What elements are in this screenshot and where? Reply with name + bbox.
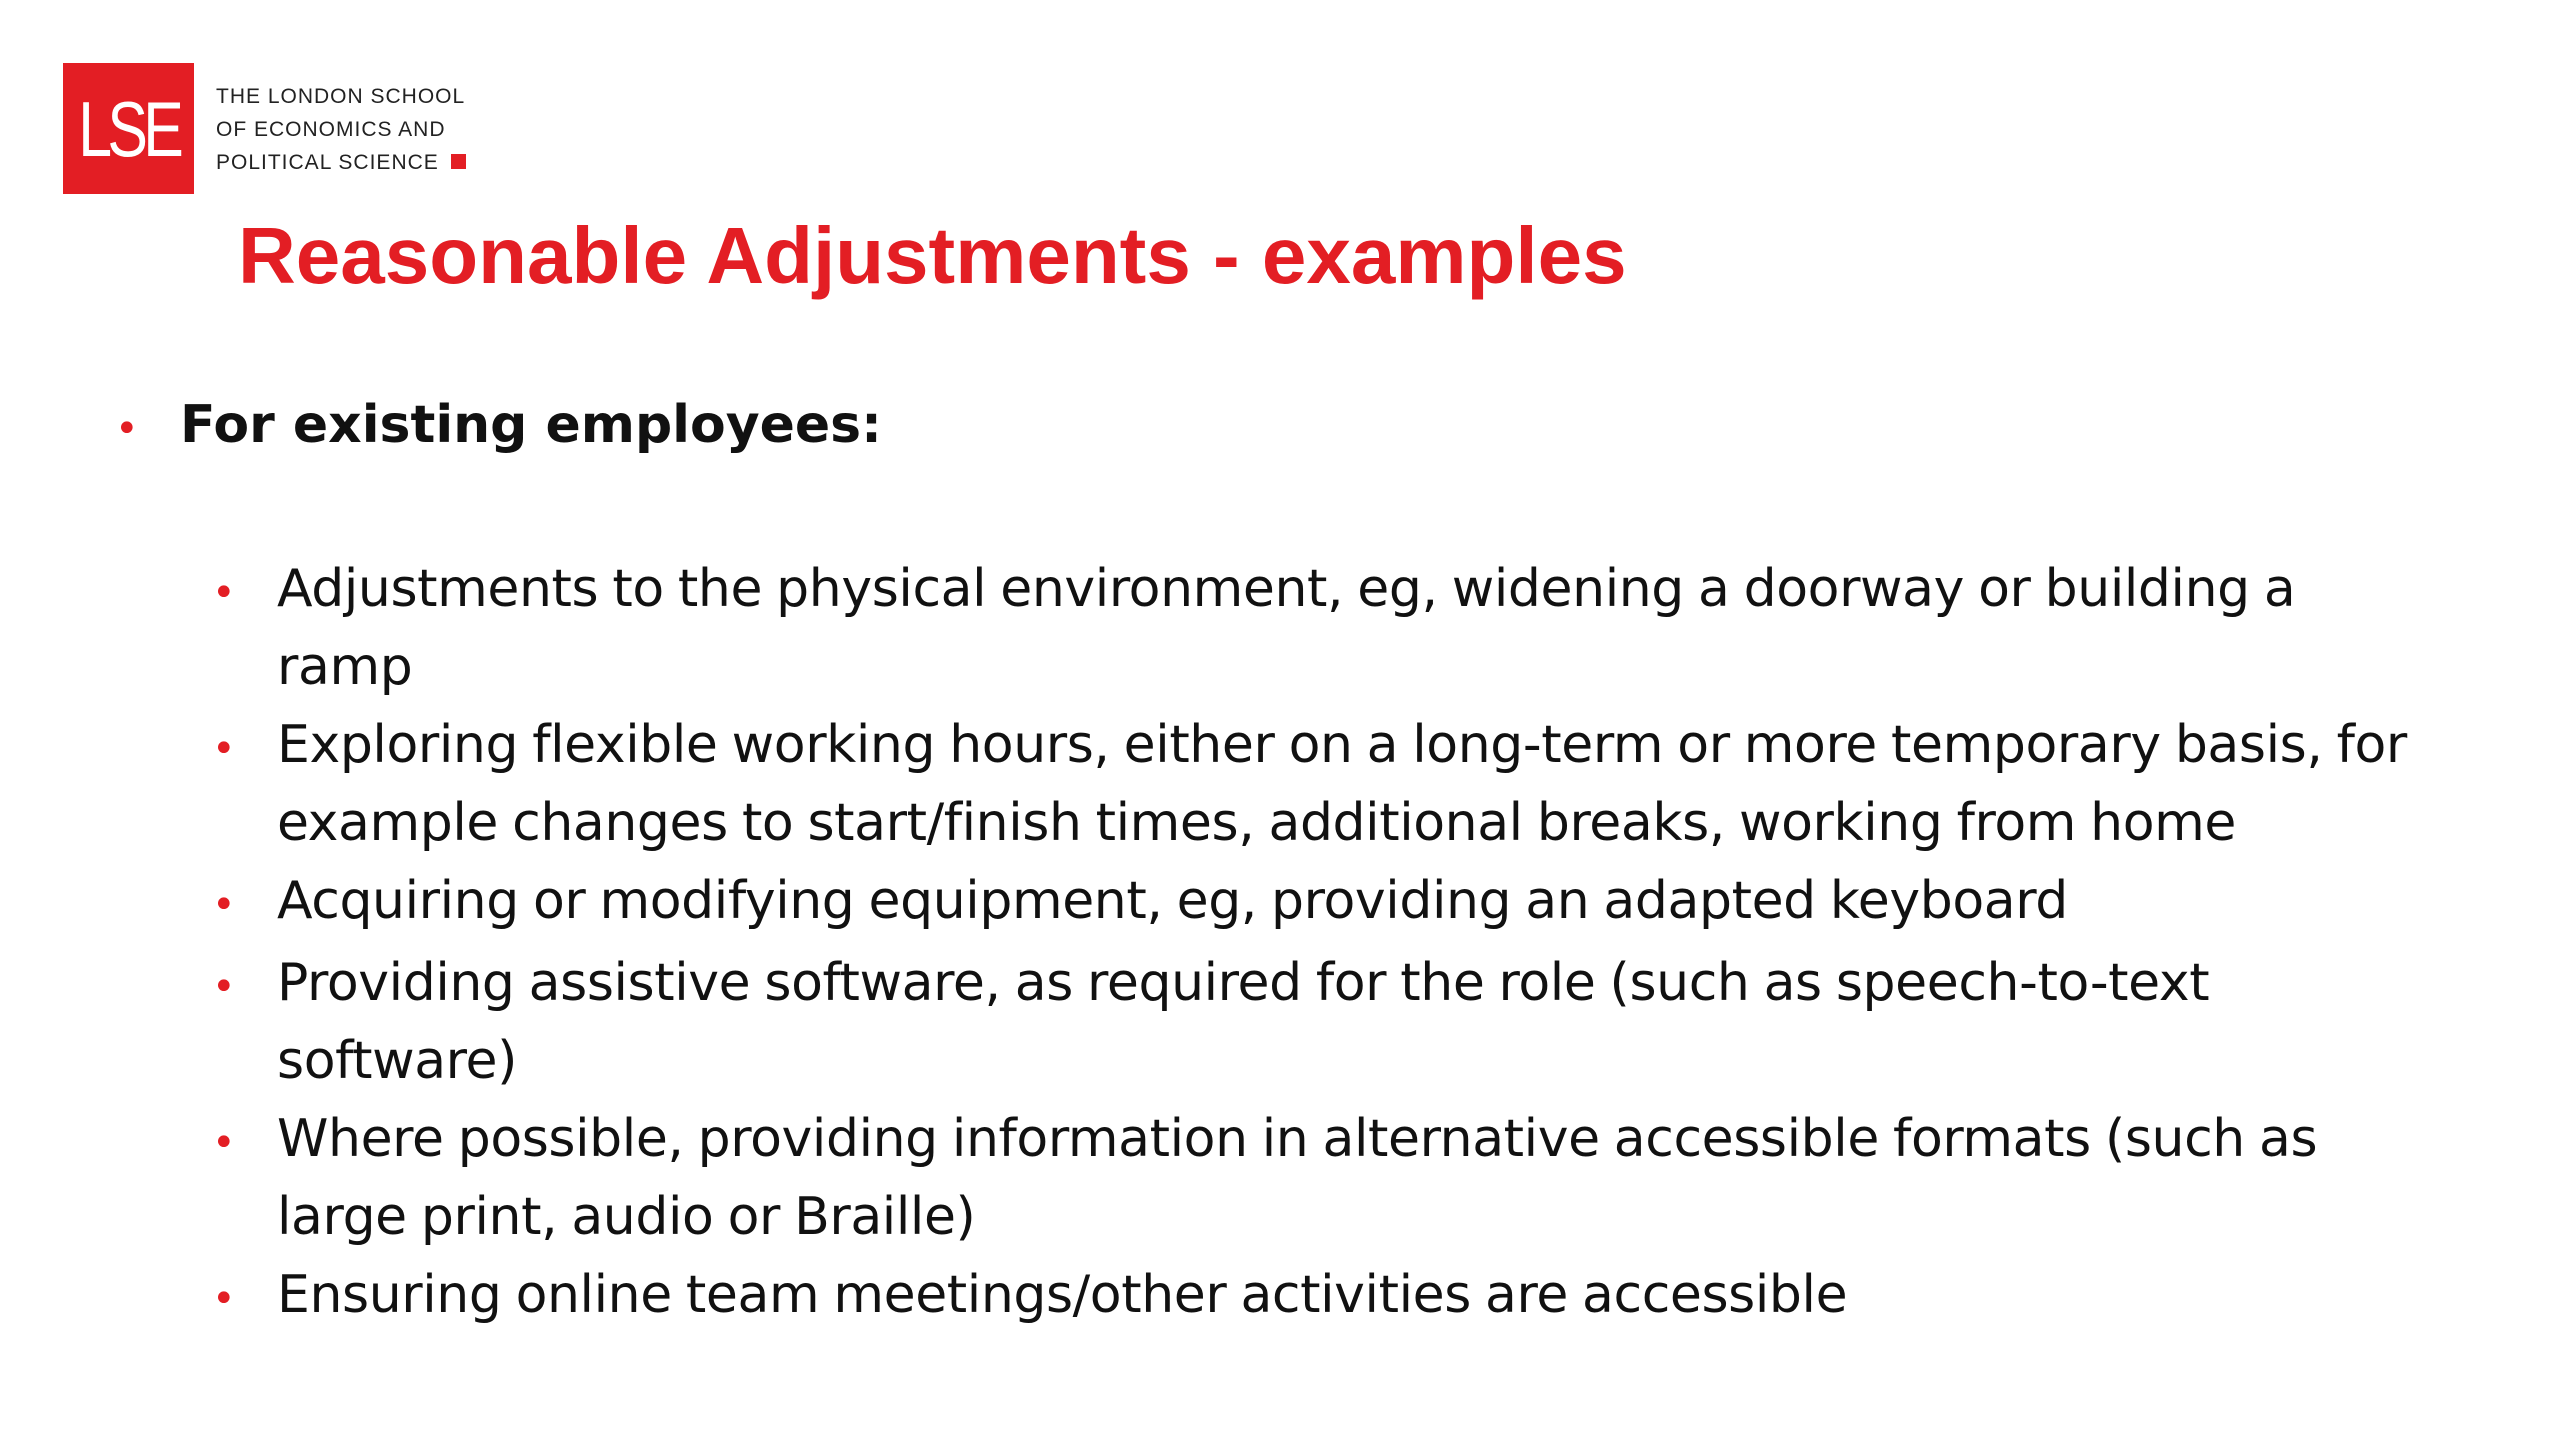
bullet-icon: • <box>212 726 236 772</box>
list-item-text: Ensuring online team meetings/other activities are accessible <box>277 1265 1848 1325</box>
list-item-text: Acquiring or modifying equipment, eg, providing an adapted keyboard <box>277 871 2068 931</box>
bullet-icon: • <box>115 406 139 452</box>
list-item <box>212 944 2412 1100</box>
logo-line-3: POLITICAL SCIENCE <box>216 151 439 174</box>
list-item-text: Providing assistive software, as required for the role (such as speech-to-text software) <box>277 953 2210 1091</box>
list-item <box>212 550 2412 706</box>
bullet-icon: • <box>212 570 236 616</box>
section-heading-item <box>115 395 882 455</box>
section-heading: For existing employees: <box>180 395 882 455</box>
bullet-icon: • <box>212 882 236 928</box>
logo-line-2: OF ECONOMICS AND <box>216 118 446 141</box>
lse-logo-mark: LSE <box>78 84 179 173</box>
list-item-text: Exploring flexible working hours, either on a long-term or more temporary basis, for example changes to start/finish times, additional breaks, working from home <box>277 715 2407 853</box>
bullet-icon: • <box>212 964 236 1010</box>
logo-line-1: THE LONDON SCHOOL <box>216 85 466 108</box>
lse-logo <box>63 63 194 194</box>
bullet-icon: • <box>212 1120 236 1166</box>
adjustments-list <box>212 550 2412 1338</box>
list-item <box>212 862 2412 944</box>
list-item-text: Where possible, providing information in alternative accessible formats (such as large print, audio or Braille) <box>277 1109 2318 1247</box>
list-item <box>212 1256 2412 1338</box>
lse-logo-wordmark <box>216 80 466 179</box>
bullet-icon: • <box>212 1276 236 1322</box>
list-item-text: Adjustments to the physical environment, eg, widening a doorway or building a ramp <box>277 559 2296 697</box>
logo-square-icon <box>451 154 466 169</box>
slide-title: Reasonable Adjustments - examples <box>238 211 1627 300</box>
list-item <box>212 1100 2412 1256</box>
list-item <box>212 706 2412 862</box>
